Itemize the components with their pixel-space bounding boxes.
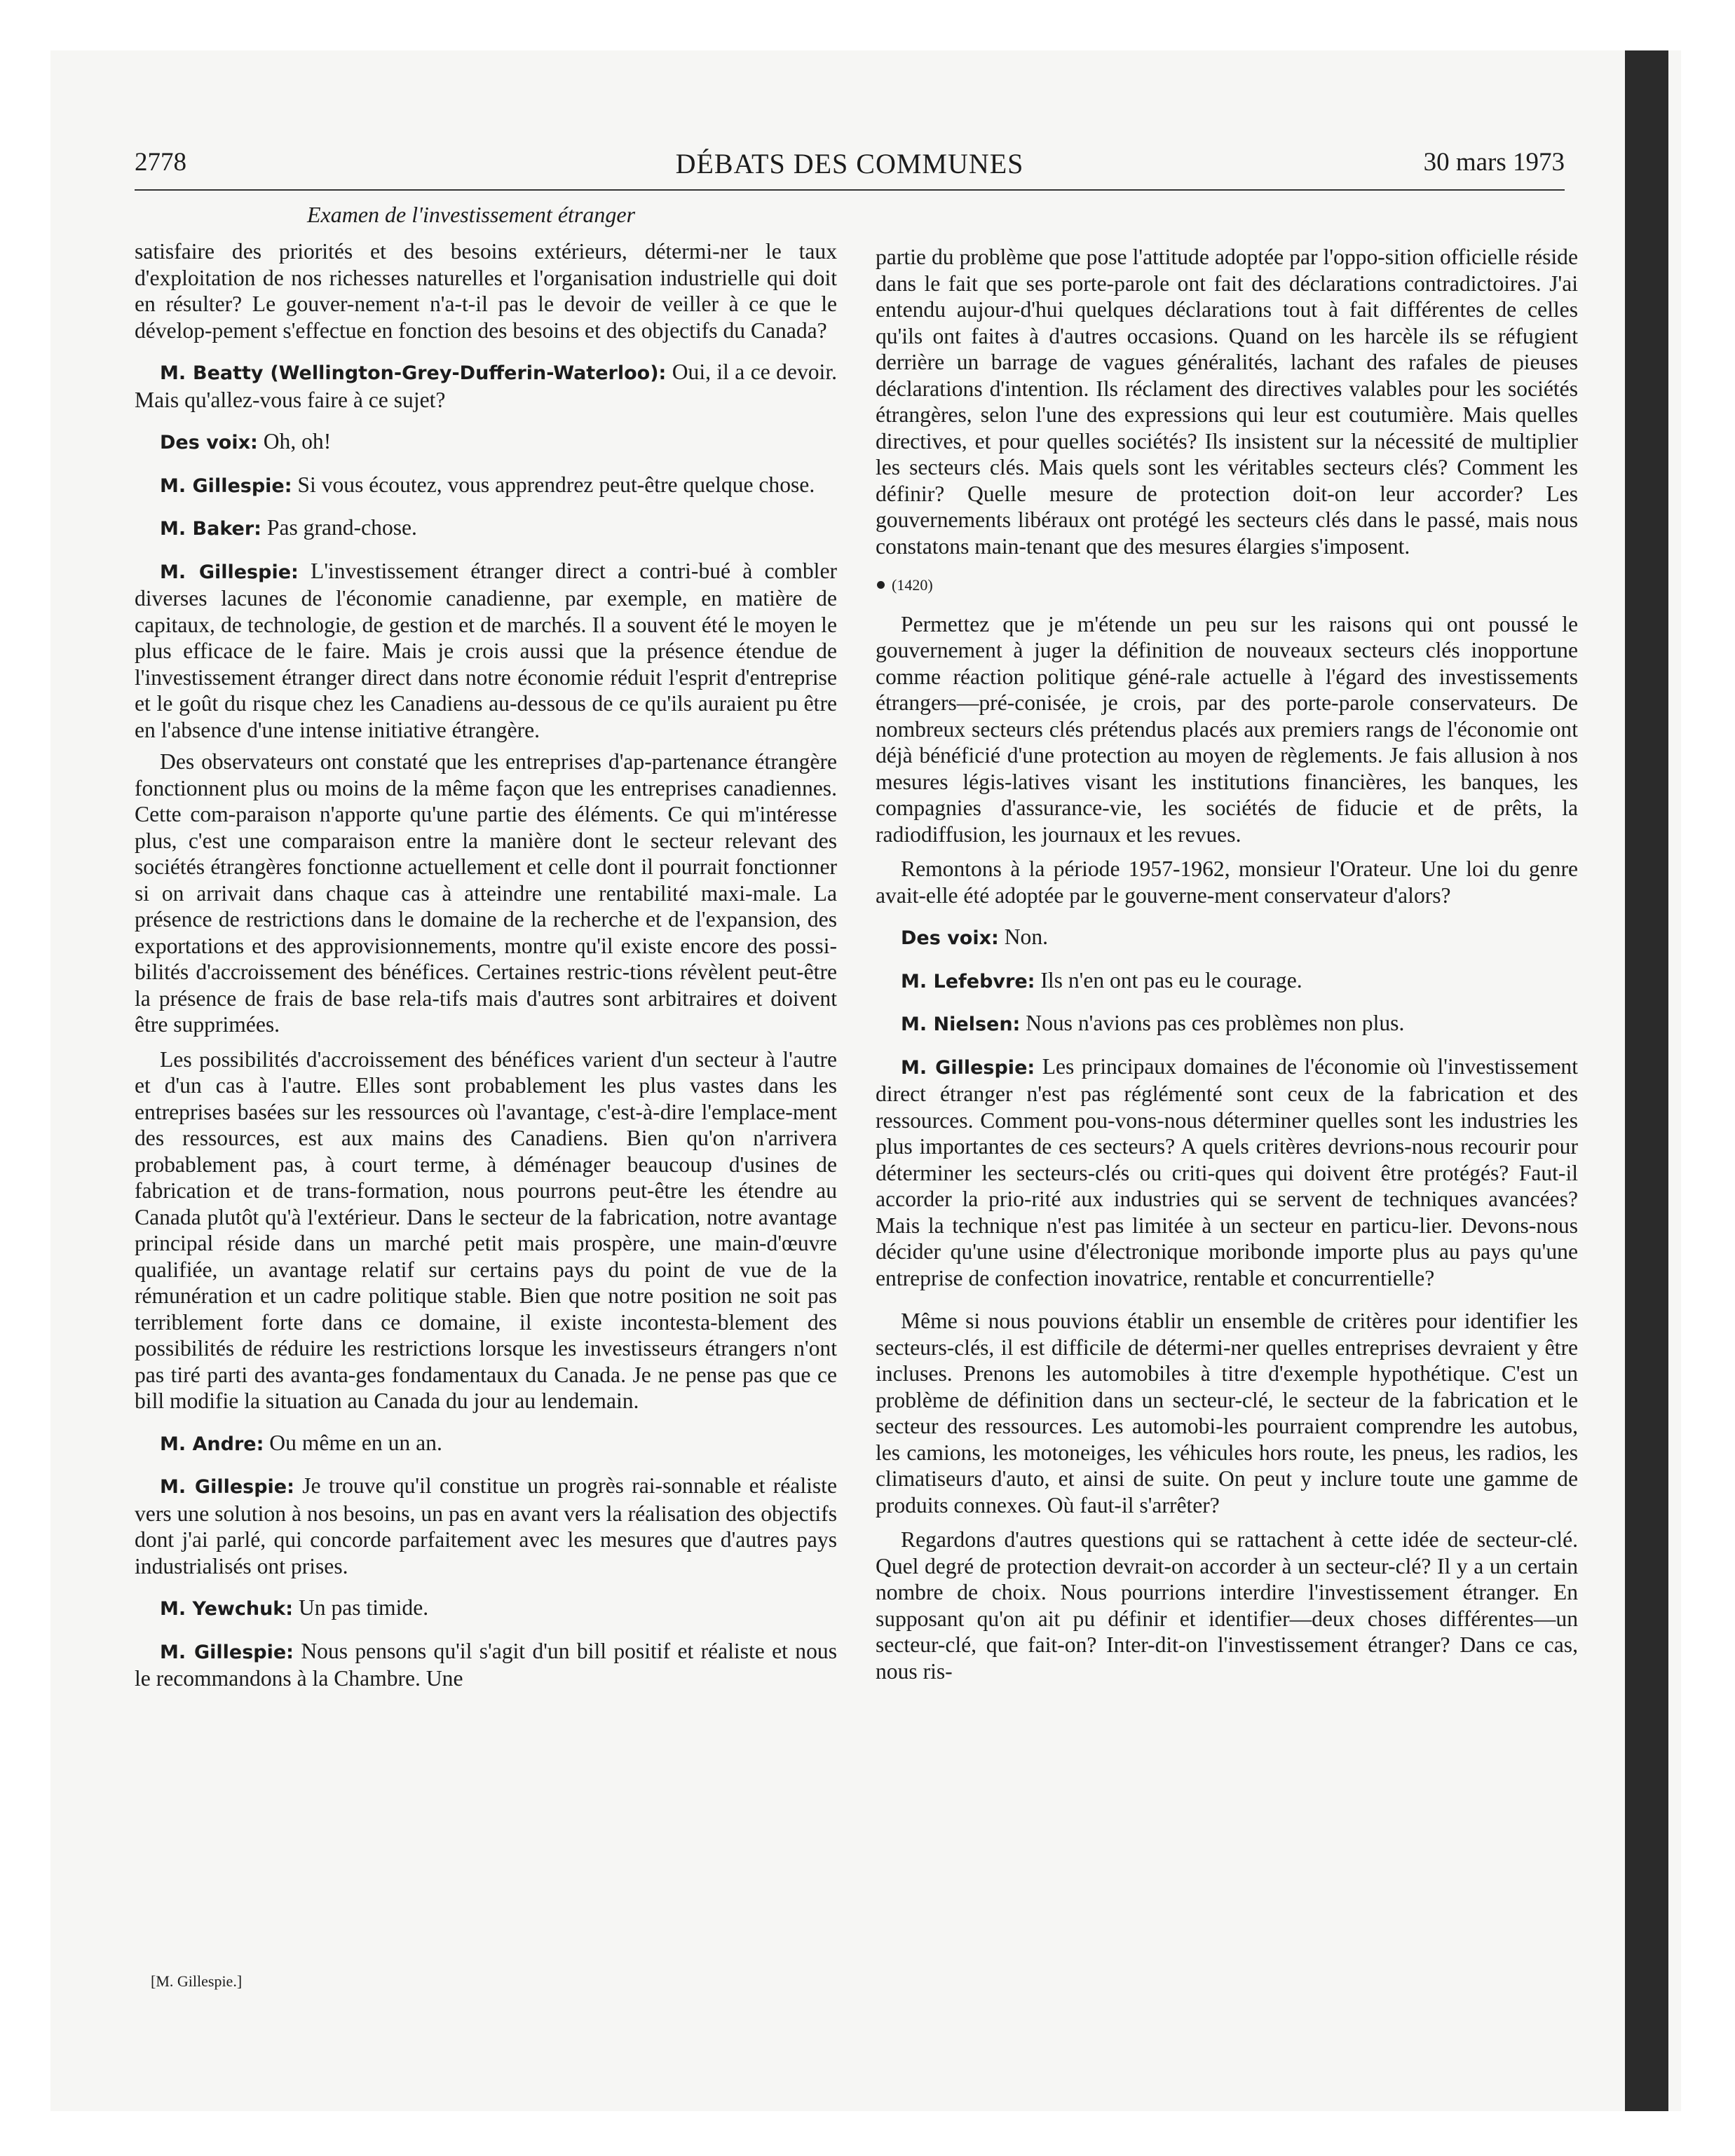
speech (135, 1430, 837, 1458)
speech (135, 428, 837, 456)
speech (135, 1473, 837, 1579)
page-number: 2778 (135, 148, 186, 177)
speech-text: Oui, il a ce devoir. Mais qu'allez-vous faire à ce sujet? (135, 360, 837, 412)
publication-title: DÉBATS DES COMMUNES (675, 148, 1024, 179)
paragraph: Les possibilités d'accroissement des bénéfices varient d'un secteur à l'autre et d'un cas à l'autre. Elles sont probablement les plus vastes dans les entreprises basées sur les ressources où l'avantage, c'est-à-dire l'emplace-ment des ressources, est aux mains des Canadiens. Bien qu'on n'arrivera probablement pas, à court terme, à déménager beaucoup d'usines de fabrication et de trans-formation, nous pourrons peut-être les étendre au Canada plutôt qu'à l'extérieur. Dans le secteur de la fabrication, notre avantage principal réside dans un marché petit mais prospère, une main-d'œuvre qualifiée, un avantage relatif sur certains pays du point de vue de la rémunération et un cadre politique stable. Bien que notre position ne soit pas terriblement forte dans ce domaine, il existe incontesta-blement des possibilités de réduire les restrictions lorsque les investisseurs étrangers n'ont pas tiré parti des avanta-ges fondamentaux du Canada. Je ne pense pas que ce bill modifie la situation au Canada du jour au lendemain. (135, 1046, 837, 1413)
speech (135, 558, 837, 744)
speech (876, 967, 1578, 995)
speaker-name: Des voix: (160, 432, 258, 453)
paragraph: Même si nous pouvions établir un ensemble de critères pour identifier les secteurs-clés, il est difficile de détermi-ner quelles entreprises devraient y être incluses. Prenons les automobiles à titre d'exemple hypothétique. C'est un problème de définition dans un secteur-clé, le secteur de la fabrication et le secteur des ressources. Les automobi-les pourraient comprendre les autobus, les camions, les motoneiges, les véhicules hors route, les pneus, les radios, les climatiseurs d'auto, et ainsi de suite. On peut y inclure toute une gamme de produits connexes. Où faut-il s'arrêter? (876, 1309, 1578, 1517)
speaker-name: M. Andre: (160, 1433, 264, 1455)
speech (135, 359, 837, 413)
speech-text: Oh, oh! (257, 429, 332, 453)
time-marker (877, 572, 1578, 599)
left-column (135, 238, 837, 1698)
paragraph: partie du problème que pose l'attitude adoptée par l'oppo-sition officielle réside dans le fait que ses porte-parole ont fait des déclarations contradictoires. J'ai entendu aujour-d'hui quelques déclarations tout à fait différentes de celles qu'ils ont faites à d'autres occasions. Quand on les harcèle ils se réfugient derrière un barrage de vagues généralités, lachant des rafales de pieuses déclarations d'intention. Ils réclament des directives valables pour les sociétés étrangères, selon l'une des expressions qui leur est coutumière. Mais quelles directives, et pour quelles sociétés? Ils insistent sur la nécessité de multiplier les secteurs clés. Mais quels sont les véritables secteurs clés? Comment les définir? Quelle mesure de protection doit-on leur accorder? Les gouvernements libéraux ont protégé les secteurs clés dans le passé, mais nous constatons main-tenant que des mesures élargies s'imposent. (876, 245, 1578, 559)
speech-text: Ou même en un an. (264, 1430, 442, 1455)
speech-text: Nous pensons qu'il s'agit d'un bill positif et réaliste et nous le recommandons à la Chambre. Une (135, 1638, 837, 1691)
speech-text: Si vous écoutez, vous apprendrez peut-être quelque chose. (292, 472, 815, 497)
page-date: 30 mars 1973 (1423, 148, 1565, 177)
speech (135, 472, 837, 500)
right-column (876, 244, 1578, 1693)
speaker-name: M. Lefebvre: (901, 970, 1035, 992)
speech (135, 1595, 837, 1623)
speaker-name: Des voix: (901, 927, 999, 949)
speaker-footnote: [M. Gillespie.] (151, 1972, 243, 1990)
speech-text: Non. (998, 925, 1049, 949)
speaker-name: M. Gillespie: (901, 1056, 1035, 1079)
section-heading: Examen de l'investissement étranger (306, 202, 636, 227)
speaker-name: M. Gillespie: (160, 1476, 294, 1498)
speaker-name: M. Gillespie: (160, 1641, 294, 1663)
paragraph: Remontons à la période 1957-1962, monsieur l'Orateur. Une loi du genre avait-elle été adoptée par le gouverne-ment conservateur d'alors? (876, 857, 1578, 908)
speech (135, 1638, 837, 1692)
speaker-name: M. Baker: (160, 518, 261, 540)
paragraph: Des observateurs ont constaté que les entreprises d'ap-partenance étrangère fonctionnent plus ou moins de la même façon que les entreprises canadiennes. Cette com-paraison n'apporte qu'une partie des éléments. Ce qui m'intéresse plus, c'est une comparaison entre la manière dont le secteur relevant des sociétés étrangères fonctionne actuellement et celle dont il pourrait fonctionner si on arrivait dans chaque cas à atteindre une rentabilité maxi-male. La présence de restrictions dans le domaine de la recherche et de l'expansion, des exportations et des approvisionnements, montre qu'il existe encore des possi-bilités d'accroissement des bénéfices. Certaines restric-tions révèlent peut-être la présence de frais de base rela-tifs mais d'autres sont arbitraires et doivent être supprimées. (135, 749, 837, 1037)
time-marker-text: (1420) (892, 576, 933, 594)
speech (876, 1053, 1578, 1292)
bullet-icon (877, 581, 885, 589)
paragraph: Permettez que je m'étende un peu sur les raisons qui ont poussé le gouvernement à juger la définition de nouveaux secteurs clés inopportune comme réaction politique géné-rale actuelle à l'égard des investissements étrangers—pré-conisée, je crois, par des porte-parole conservateurs. De nombreux secteurs clés prétendus placés aux premiers rangs de l'économie ont déjà bénéficié d'une protection au moyen de règlements. Je fais allusion à nos mesures légis-latives visant les institutions financières, les banques, les compagnies d'assurance-vie, les sociétés de fiducie et de prêts, la radiodiffusion, les journaux et les revues. (876, 611, 1578, 847)
paragraph: Regardons d'autres questions qui se rattachent à cette idée de secteur-clé. Quel degré de protection devrait-on accorder à un secteur-clé? Il y a un certain nombre de choix. Nous pourrions interdire l'investissement étranger. En supposant qu'on ait pu définir et identifier—deux choses différentes—un secteur-clé, que fait-on? Inter-dit-on l'investissement étranger? Dans ce cas, nous ris- (876, 1527, 1578, 1684)
binding-edge (1625, 50, 1668, 2111)
speech (876, 924, 1578, 952)
speech-text: Un pas timide. (293, 1595, 429, 1620)
speech-text: Nous n'avions pas ces problèmes non plus. (1020, 1011, 1405, 1035)
speech-text: L'investissement étranger direct a contri-bué à combler diverses lacunes de l'économie canadienne, par exemple, en matière de capitaux, de technologie, de gestion et de marchés. Il a souvent été le moyen le plus efficace de le faire. Mais je crois aussi que la présence étendue de l'investissement étranger direct dans notre économie réduit l'esprit d'entreprise et le goût du risque chez les Canadiens au-dessous de ce qu'ils auraient pu être en l'absence d'une intense initiative étrangère. (135, 558, 837, 742)
speech-text: Pas grand-chose. (261, 515, 417, 540)
speech-text: Les principaux domaines de l'économie où l'investissement direct étranger n'est pas réglémenté sont ceux de la fabrication et des ressources. Comment pou-vons-nous déterminer quelles sont les industries les plus importantes de ces secteurs? A quels critères devrions-nous recourir pour déterminer les secteurs-clés ou criti-ques qui doivent être protégés? Faut-il accorder la prio-rité aux industries qui se servent de techniques avancées? Mais la technique n'est pas limitée à un secteur en particu-lier. Devons-nous décider qu'une usine d'électronique moribonde importe plus au pays qu'une entreprise de confection inovatrice, rentable et concurrentielle? (876, 1053, 1578, 1290)
speaker-name: M. Yewchuk: (160, 1598, 294, 1620)
speaker-name: M. Gillespie: (160, 561, 299, 583)
speaker-name: M. Nielsen: (901, 1014, 1021, 1035)
speaker-name: M. Gillespie: (160, 475, 292, 497)
paragraph: satisfaire des priorités et des besoins extérieurs, détermi-ner le taux d'exploitation de nos richesses naturelles et l'organisation industrielle qui doit en résulter? Le gouver-nement n'a-t-il pas le devoir de veiller à ce que le dévelop-pement s'effectue en fonction des besoins et des objectifs du Canada? (135, 239, 837, 343)
speech-text: Ils n'en ont pas eu le courage. (1035, 967, 1302, 992)
page-header (135, 147, 1565, 191)
speech-text: Je trouve qu'il constitue un progrès rai-sonnable et réaliste vers une solution à nos besoins, un pas en avant vers la réalisation des objectifs dont j'ai parlé, qui concorde parfaitement avec les mesures que d'autres pays industrialisés ont prises. (135, 1473, 837, 1578)
speech (876, 1010, 1578, 1038)
speaker-name: M. Beatty (Wellington-Grey-Dufferin-Waterloo): (160, 362, 667, 384)
speech (135, 514, 837, 543)
